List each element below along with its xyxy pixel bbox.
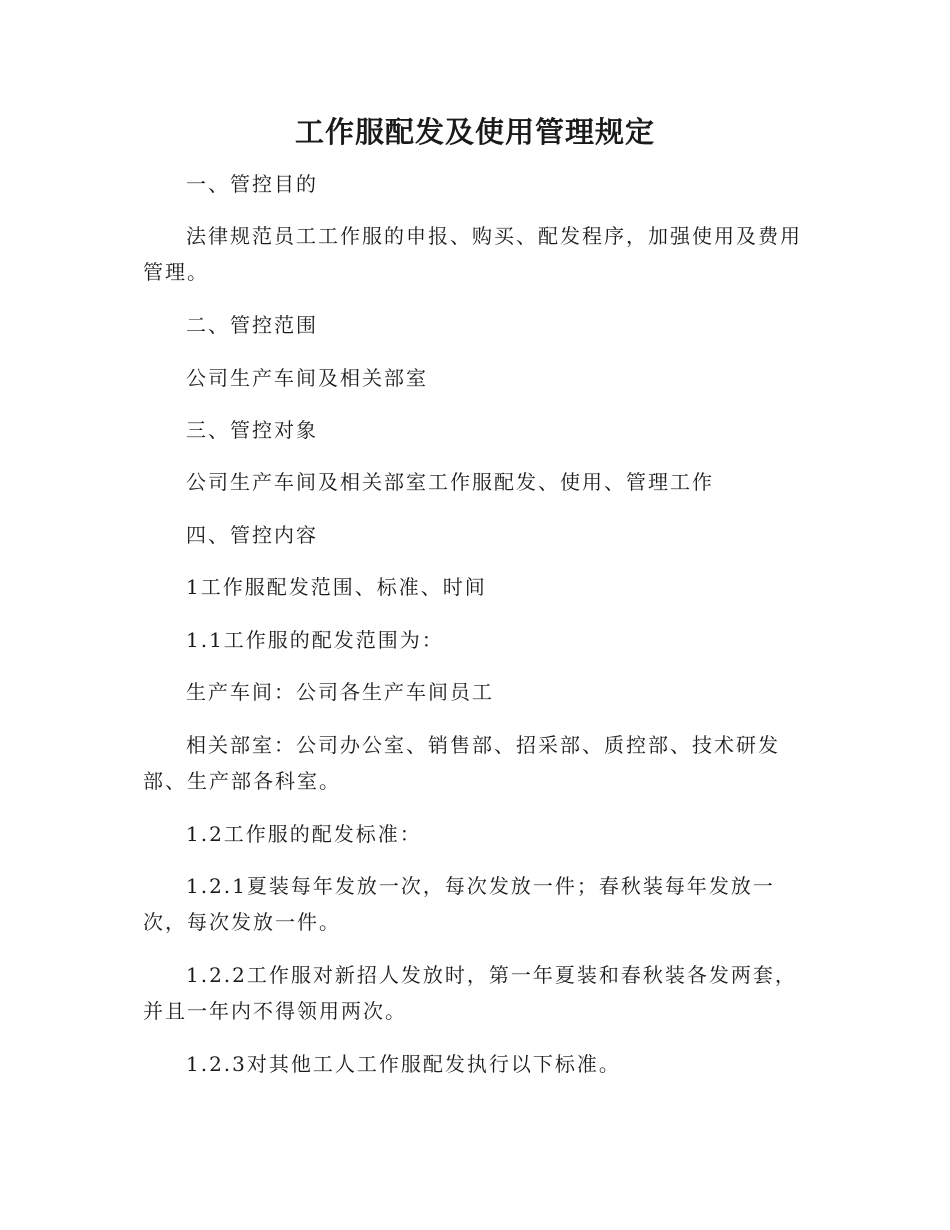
- subsection-heading-1: 1工作服配发范围、标准、时间: [186, 575, 487, 599]
- document-title: 工作服配发及使用管理规定: [294, 115, 655, 149]
- paragraph-1-2-3: 1.2.3对其他工人工作服配发执行以下标准。: [186, 1052, 621, 1076]
- paragraph-purpose: 法律规范员工工作服的申报、购买、配发程序，加强使用及费用管理。: [143, 224, 802, 284]
- paragraph-production-workshop: 生产车间：公司各生产车间员工: [186, 680, 494, 704]
- paragraph-scope: 公司生产车间及相关部室: [186, 366, 428, 390]
- paragraph-object: 公司生产车间及相关部室工作服配发、使用、管理工作: [186, 470, 714, 494]
- subsection-heading-1-2: 1.2工作服的配发标准：: [186, 822, 422, 846]
- paragraph-related-departments: 相关部室：公司办公室、销售部、招采部、质控部、技术研发部、生产部各科室。: [143, 733, 780, 793]
- paragraph-1-2-1: 1.2.1夏装每年发放一次，每次发放一件；春秋装每年发放一次，每次发放一件。: [143, 874, 775, 934]
- paragraph-1-2-2: 1.2.2工作服对新招人发放时，第一年夏装和春秋装各发两套，并且一年内不得领用两次。: [143, 963, 797, 1023]
- section-heading-purpose: 一、管控目的: [186, 172, 318, 196]
- section-heading-object: 三、管控对象: [186, 418, 318, 442]
- section-heading-scope: 二、管控范围: [186, 313, 318, 337]
- section-heading-content: 四、管控内容: [186, 523, 318, 547]
- subsection-heading-1-1: 1.1工作服的配发范围为：: [186, 628, 444, 652]
